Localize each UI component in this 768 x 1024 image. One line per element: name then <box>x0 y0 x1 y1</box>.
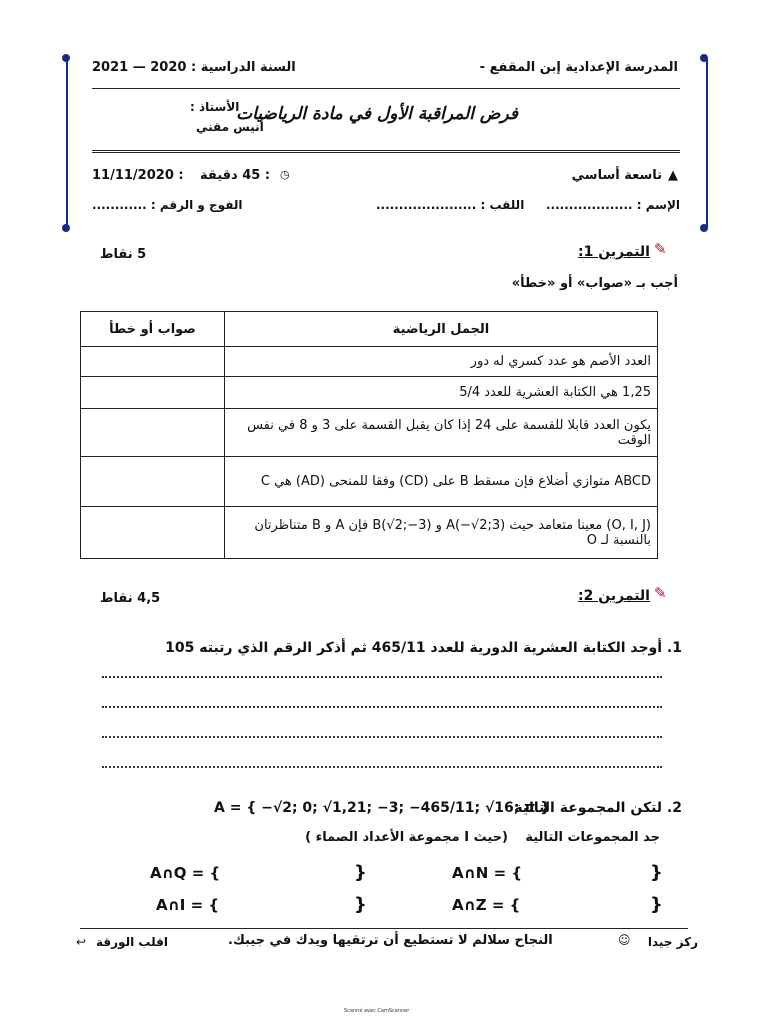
name-field: الإسم : ................... <box>545 198 680 212</box>
set-a-definition: A = { −√2; 0; √1,21; −3; −465/11; √16; π } <box>214 800 551 816</box>
irrational-note: (حيث I مجموعة الأعداد الصماء ) <box>305 830 508 845</box>
exercise1-points: 5 نقاط <box>100 247 147 262</box>
smile-icon: ☺ <box>618 933 631 947</box>
pencil-icon: ✎ <box>654 240 667 258</box>
answer-cell[interactable] <box>81 409 225 457</box>
column-header-answer: صواب أو خطأ <box>81 312 225 347</box>
exercise1-title: التمرين 1: <box>578 244 650 260</box>
answer-cell[interactable] <box>81 507 225 559</box>
frame-corner-dot <box>62 224 70 232</box>
surname-field: اللقب : ...................... <box>376 198 525 212</box>
frame-corner-dot <box>62 54 70 62</box>
statement-cell: العدد الأصم هو عدد كسري له دور <box>225 347 658 377</box>
answer-line[interactable] <box>102 676 662 678</box>
exercise1-instruction: أجب بـ «صواب» أو «خطأ» <box>511 276 678 291</box>
frame-corner-dot <box>700 224 708 232</box>
column-header-statements: الجمل الرياضية <box>225 312 658 347</box>
answer-cell[interactable] <box>81 457 225 507</box>
date: 11/11/2020 : <box>92 168 184 183</box>
question-1: 1. أوجد الكتابة العشرية الدورية للعدد 465/11 ثم أذكر الرقم الذي رتبته 105 <box>165 640 682 656</box>
divider <box>92 150 680 153</box>
divider <box>92 88 680 89</box>
set-close-brace: } <box>650 862 663 883</box>
scanner-watermark: Scanné avec CamScanner <box>344 1008 410 1014</box>
clock-icon: ◷ <box>280 168 290 181</box>
statement-cell: (O, I, J) معينا متعامد حيث A(−√2;3) و B(√2;−3) فإن A و B متناظرتان بالنسبة لـ O <box>225 507 658 559</box>
teacher-name: أنيس مقني <box>196 120 264 134</box>
frame-corner-dot <box>700 54 708 62</box>
find-sets-instruction: جد المجموعات التالية <box>525 830 660 845</box>
answer-cell[interactable] <box>81 347 225 377</box>
set-close-brace: } <box>650 894 663 915</box>
statement-cell: يكون العدد قابلا للقسمة على 24 إذا كان يقبل القسمة على 3 و 8 في نفس الوقت <box>225 409 658 457</box>
set-close-brace: } <box>354 894 367 915</box>
footer-divider <box>80 928 688 929</box>
teacher-label: الأستاذ : <box>190 100 240 114</box>
pencil-icon: ✎ <box>654 584 667 602</box>
footer-turn-page: اقلب الورقة <box>96 935 168 949</box>
duration: : 45 دقيقة <box>200 168 271 183</box>
answer-cell[interactable] <box>81 377 225 409</box>
set-a-inter-z: A∩Z = { <box>452 896 521 914</box>
answer-line[interactable] <box>102 766 662 768</box>
exam-title: فرض المراقبة الأول في مادة الرياضيات <box>236 104 518 124</box>
set-a-inter-n: A∩N = { <box>452 864 523 882</box>
answer-line[interactable] <box>102 736 662 738</box>
statement-cell: ABCD متوازي أضلاع فإن مسقط B على (CD) وفقا للمنحى (AD) هي C <box>225 457 658 507</box>
footer-focus: ركز جيدا <box>647 935 698 949</box>
set-a-inter-q: A∩Q = { <box>150 864 221 882</box>
school-year: السنة الدراسية : 2020 — 2021 <box>92 60 296 75</box>
school-name: المدرسة الإعدادية إبن المقفع - <box>479 60 678 75</box>
level: تاسعة أساسي <box>571 168 662 183</box>
footer-quote: النجاح سلالم لا تستطيع أن ترتقيها ويدك في جيبك. <box>228 933 553 948</box>
turn-page-icon: ↩ <box>76 935 87 949</box>
set-close-brace: } <box>354 862 367 883</box>
group-field: الفوج و الرقم : ............ <box>92 198 243 212</box>
exercise2-title: التمرين 2: <box>578 588 650 604</box>
statement-cell: 1,25 هي الكتابة العشرية للعدد 5/4 <box>225 377 658 409</box>
set-a-inter-i: A∩I = { <box>156 896 220 914</box>
question-2: 2. لتكن المجموعة التالية <box>514 800 682 816</box>
exercise2-points: 4,5 نقاط <box>100 591 161 606</box>
graduation-cap-icon: ▲ <box>668 168 678 183</box>
answer-line[interactable] <box>102 706 662 708</box>
true-false-table <box>80 311 658 559</box>
